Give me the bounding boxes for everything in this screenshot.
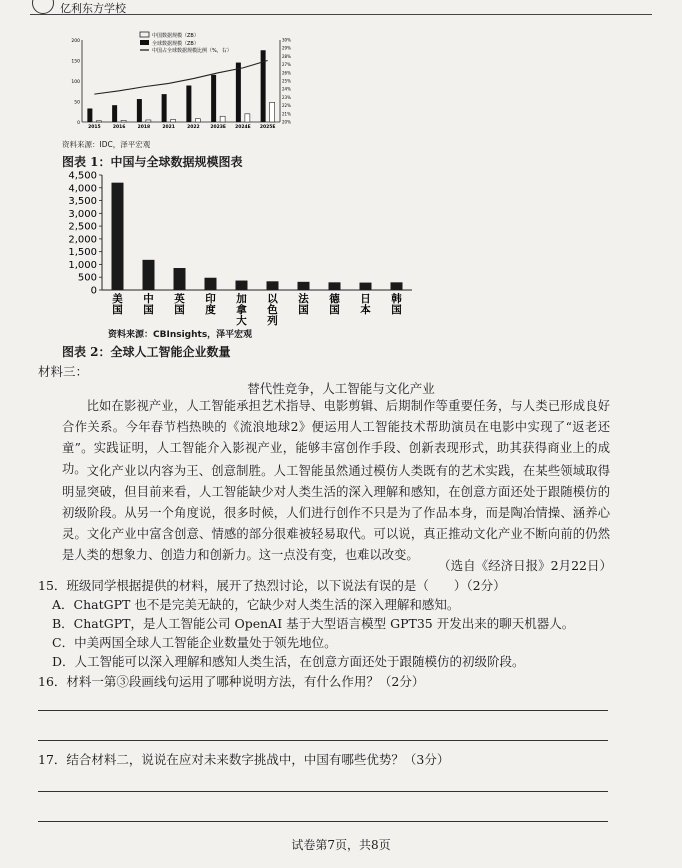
chart1-y2tick-label: 27%	[282, 62, 291, 68]
chart1-y2tick-label: 20%	[282, 119, 291, 125]
answer-line	[38, 710, 608, 711]
legend-china-swatch	[140, 32, 149, 37]
chart1-bar-global	[162, 94, 167, 122]
chart1-xtick-label: 2025E	[259, 125, 276, 130]
chart2-ytick-label: 500	[77, 272, 97, 284]
chart1-ytick-label: 0	[77, 121, 80, 126]
chart1-y2tick-label: 21%	[282, 111, 291, 117]
chart1-bar-china	[171, 120, 176, 122]
chart2-ytick-label: 2,000	[68, 234, 97, 246]
chart2-bar	[174, 268, 186, 290]
material3-label: 材料三：	[38, 364, 89, 379]
material3-source: （选自《经济日报》2月22日）	[438, 558, 612, 573]
chart2-bar	[391, 282, 403, 290]
legend-global: 全球数据规模（ZB）	[152, 41, 199, 47]
chart1-bar-china	[220, 116, 225, 122]
answer-line	[38, 740, 608, 741]
chart1-bar-global	[112, 105, 117, 122]
chart2-ytick-label: 2,500	[68, 221, 97, 233]
chart2-xtick-label: 以色列	[267, 293, 278, 327]
page-header	[0, 0, 682, 14]
chart2-bar	[143, 260, 155, 290]
answer-line	[38, 791, 608, 792]
chart1-ytick-label: 50	[74, 100, 80, 106]
chart1-y2tick-label: 25%	[282, 78, 291, 84]
chart2-xtick-label: 法国	[298, 293, 309, 316]
chart1-bar-china	[195, 119, 200, 122]
chart2-ytick-label: 1,000	[68, 259, 97, 271]
chart2-ytick-label: 4,000	[68, 183, 97, 195]
q15-option-b: B．ChatGPT，是人工智能公司 OpenAI 基于大型语言模型 GPT35 开发出来的聊天机器人。	[52, 616, 575, 631]
chart1-y2tick-label: 28%	[282, 53, 291, 59]
chart2-ytick-label: 3,500	[68, 196, 97, 208]
chart1-bar-china	[270, 102, 275, 122]
question-17: 17．结合材料二，说说在应对未来数字挑战中，中国有哪些优势？（3分）	[38, 752, 450, 767]
chart1-legend	[140, 32, 232, 54]
legend-ratio: 中国占全球数据规模比例（%，右）	[152, 48, 232, 54]
chart1-y2tick-label: 29%	[282, 45, 291, 51]
school-name: 亿利东方学校	[60, 2, 126, 15]
q15-option-d: D．人工智能可以深入理解和感知人类生活，在创意方面还处于跟随模仿的初级阶段。	[52, 654, 525, 669]
chart1-ratio-line	[94, 61, 267, 95]
school-logo-icon	[32, 0, 54, 14]
chart1-ytick-label: 150	[71, 59, 80, 65]
chart2-xtick-label: 美国	[112, 293, 123, 316]
chart2-bar	[267, 281, 279, 290]
chart2-bar	[236, 281, 248, 290]
chart2-xtick-label: 日本	[360, 293, 371, 316]
chart2-bar	[298, 282, 310, 290]
chart1-bar-global	[186, 86, 191, 122]
chart2-bar	[360, 283, 372, 290]
chart1-bar-china	[96, 121, 101, 122]
chart1-bar-global	[236, 63, 241, 122]
chart1-bar-global	[137, 99, 142, 122]
chart1-xtick-label: 2023E	[210, 125, 226, 130]
chart1-y2tick-label: 30%	[282, 37, 291, 43]
chart2-xtick-label: 韩国	[391, 293, 402, 316]
question-16: 16．材料一第③段画线句运用了哪种说明方法，有什么作用？（2分）	[38, 674, 425, 689]
chart2-bar	[329, 282, 341, 290]
chart2-source: 资料来源：CBInsights，泽平宏观	[108, 330, 253, 340]
legend-global-swatch	[140, 40, 149, 45]
chart2-xtick-label: 印度	[205, 293, 216, 316]
chart2-caption: 图表 2：全球人工智能企业数量	[62, 345, 231, 359]
chart1-y2tick-label: 23%	[282, 94, 291, 100]
material3-title: 替代性竞争，人工智能与文化产业	[247, 381, 435, 396]
chart2-ytick-label: 4,500	[68, 170, 97, 182]
page-footer: 试卷第7页，共8页	[291, 838, 391, 852]
chart1-xtick-label: 2018	[137, 125, 151, 130]
answer-line	[38, 821, 608, 822]
chart1-bar-china	[146, 120, 151, 122]
chart1-bar-global	[87, 108, 92, 122]
chart2-bar	[205, 278, 217, 290]
chart2-ytick-label: 0	[90, 285, 97, 297]
chart2-xtick-label: 中国	[143, 293, 154, 316]
material3-para1: 比如在影视产业，人工智能承担艺术指导、电影剪辑、后期制作等重要任务，与人类已形成良好合作关系。今年春节档热映的《流浪地球2》便运用人工智能技术帮助演员在电影中实现了“返老还童”。实践证明，人工智能介入影视产业，能够丰富创作手段、创新表现形式，助其获得商业上的成功。	[62, 399, 610, 476]
chart1-caption: 图表 1：中国与全球数据规模图表	[62, 155, 243, 169]
chart2-xtick-label: 英国	[174, 293, 185, 316]
chart1-xtick-label: 2016	[112, 125, 126, 130]
chart1-bar-china	[245, 114, 250, 122]
chart1-ytick-label: 200	[71, 39, 80, 44]
material3-para2: 文化产业以内容为王、创意制胜。人工智能虽然通过模仿人类既有的艺术实践，在某些领域取得明显突破，但目前来看，人工智能缺少对人类生活的深入理解和感知，在创意方面还处于跟随模仿的初级阶段。从另一个角度说，很多时候，人们进行创作不只是为了作品本身，而是陶冶情操、涵养心灵。文化产业中富含创意、情感的部分很难被轻易取代。可以说，真正推动文化产业不断向前的仍然是人类的想象力、创造力和创新力。这一点没有变，也难以改变。	[62, 464, 610, 562]
q15-option-a: A．ChatGPT 也不是完美无缺的，它缺少对人类生活的深入理解和感知。	[52, 597, 460, 612]
chart1-ytick-label: 100	[71, 80, 80, 85]
chart1-y2tick-label: 26%	[282, 70, 291, 76]
chart1-xtick-label: 2024E	[235, 125, 251, 130]
chart2-ytick-label: 1,500	[68, 247, 97, 259]
q15-option-c: C．中美两国全球人工智能企业数量处于领先地位。	[52, 635, 337, 650]
chart-data-scale	[62, 30, 312, 140]
chart-ai-companies	[62, 170, 422, 330]
question-15: 15．班级同学根据提供的材料，展开了热烈讨论，以下说法有误的是（ ）（2分）	[38, 578, 506, 593]
chart1-xtick-label: 2015	[88, 125, 101, 130]
legend-china: 中国数据规模（ZB）	[152, 33, 199, 39]
chart2-xtick-label: 加拿大	[236, 293, 247, 327]
chart1-source: 资料来源：IDC，泽平宏观	[62, 140, 151, 149]
chart1-bar-global	[211, 75, 216, 122]
chart2-xtick-label: 德国	[329, 293, 340, 316]
chart1-xtick-label: 2022	[187, 125, 200, 130]
chart1-bar-china	[121, 120, 126, 122]
chart2-ytick-label: 3,000	[68, 208, 97, 220]
chart1-xtick-label: 2021	[162, 125, 175, 130]
chart1-y2tick-label: 22%	[282, 103, 291, 109]
chart1-y2tick-label: 24%	[282, 86, 291, 92]
header-rule	[30, 14, 652, 15]
chart2-bar	[112, 183, 124, 290]
